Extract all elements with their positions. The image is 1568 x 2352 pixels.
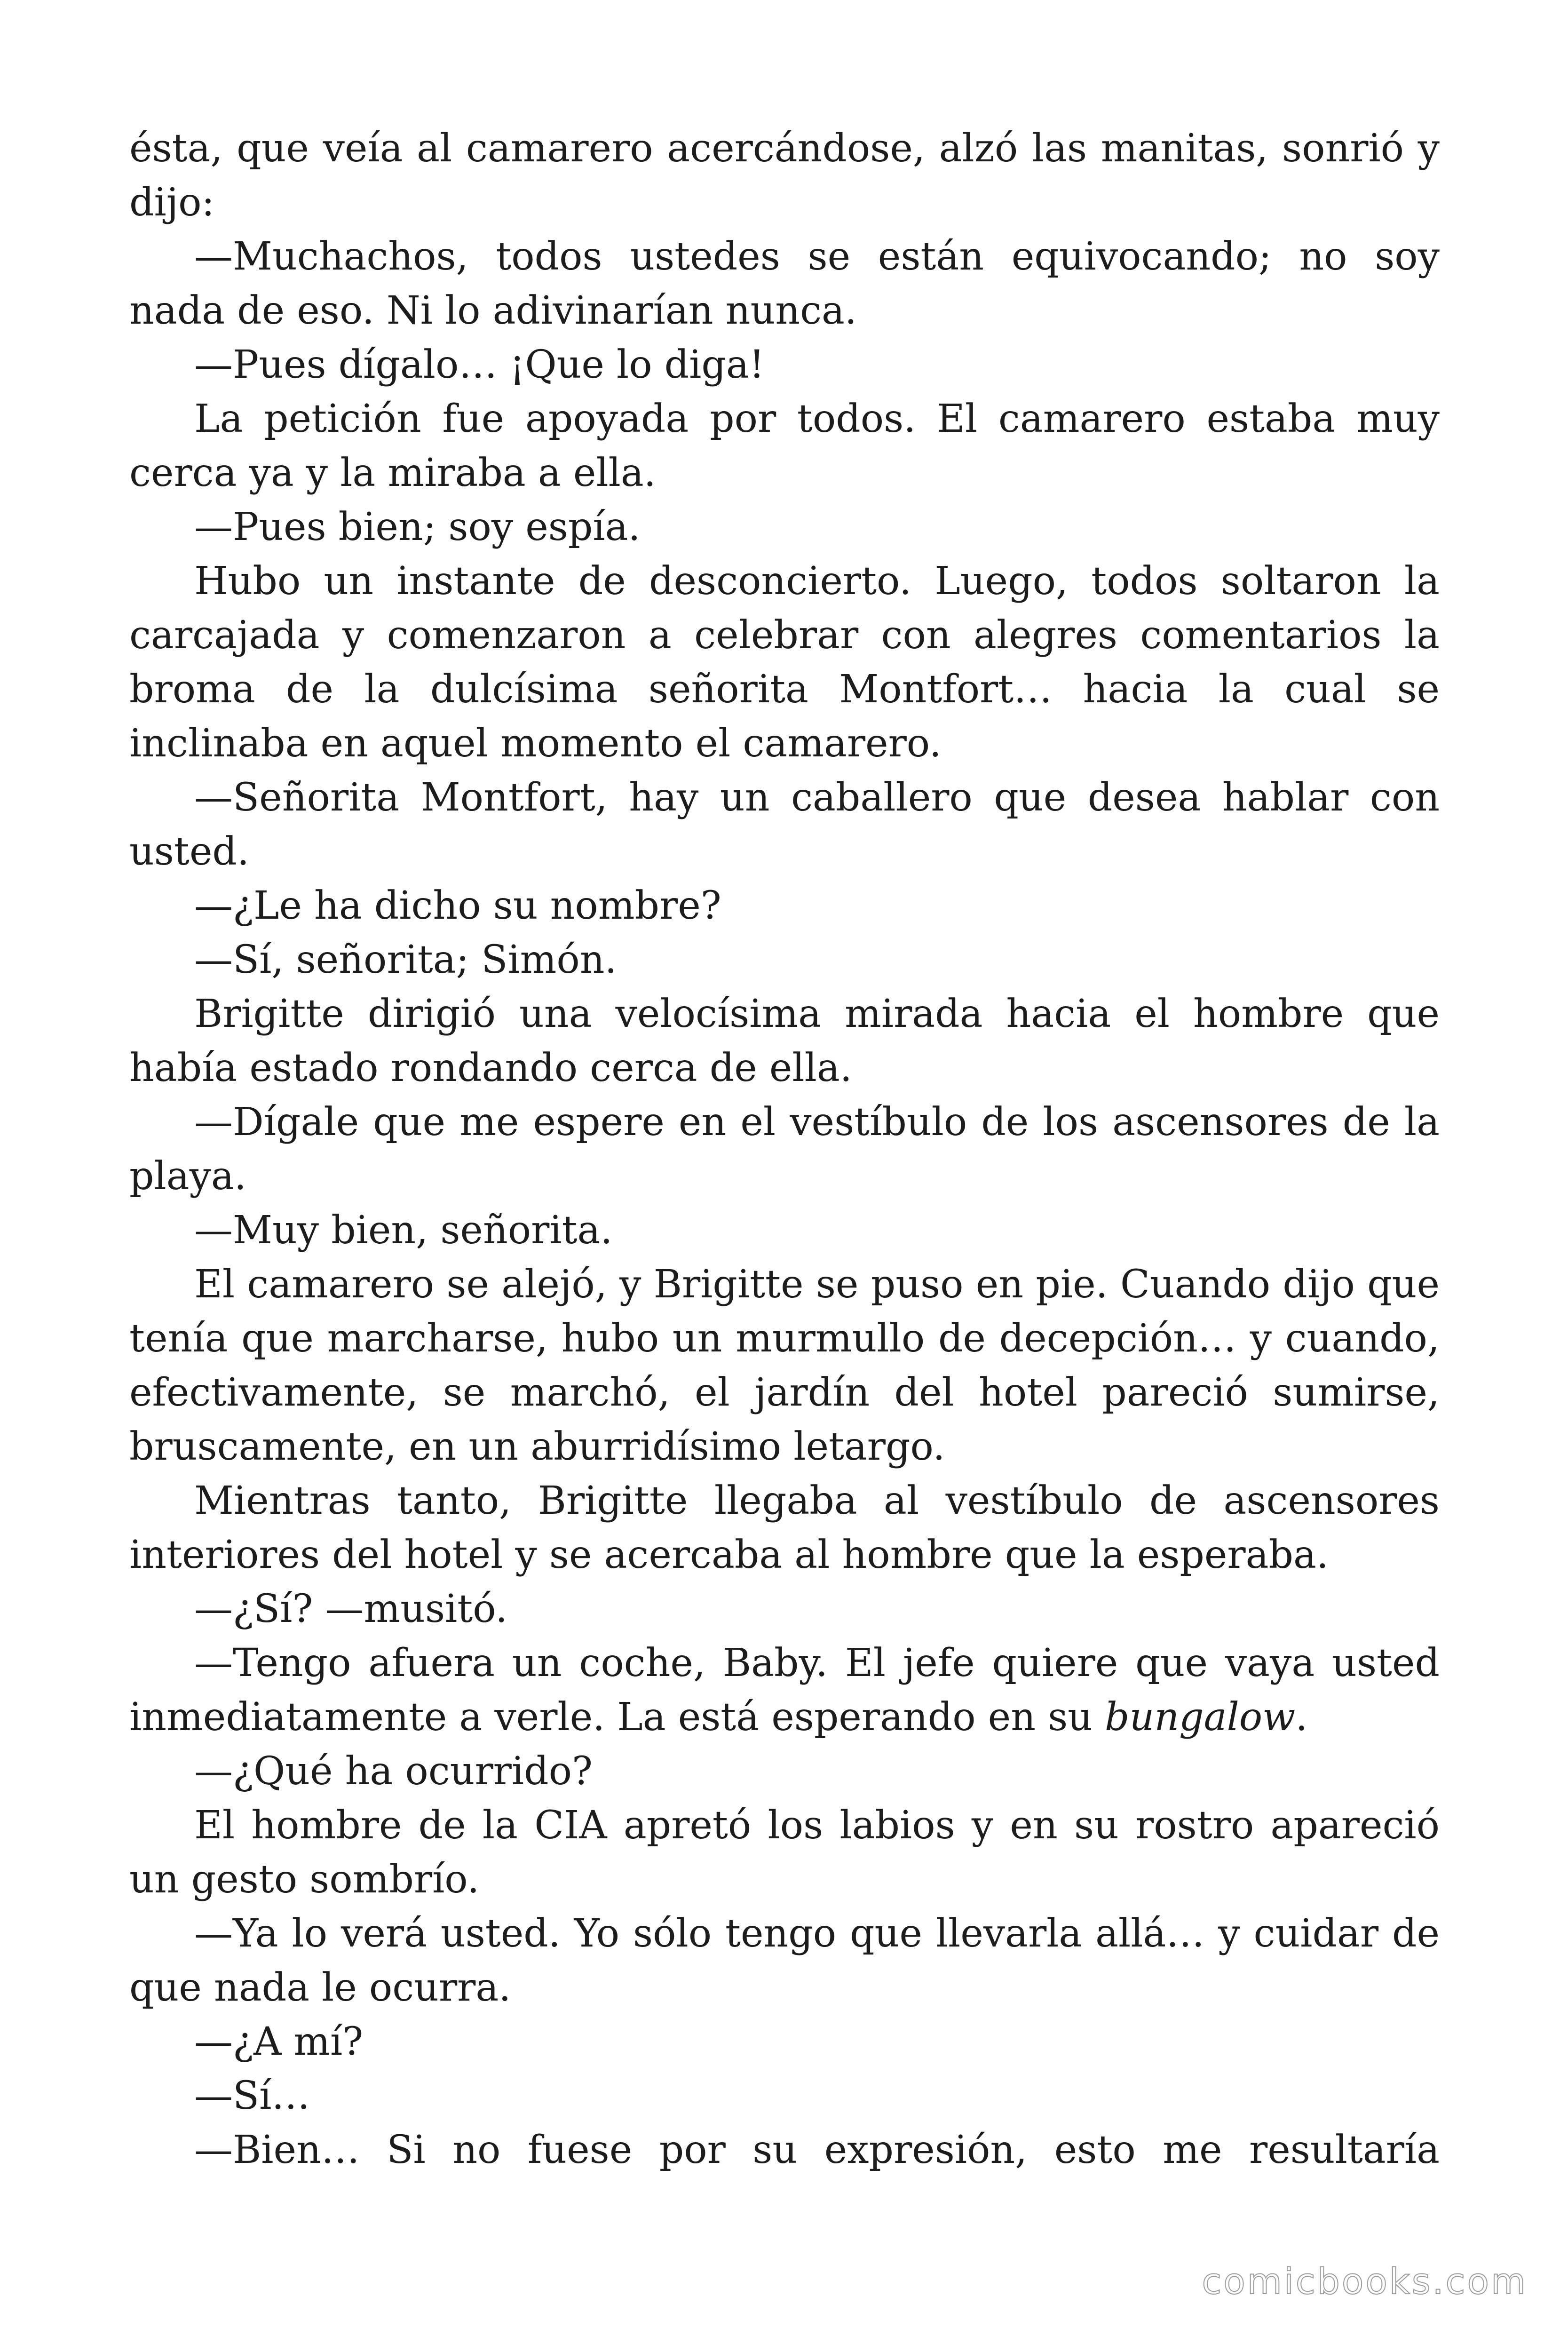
- paragraph: [129, 1636, 1440, 1744]
- paragraph: ésta, que veía al camarero acercándose, alzó las manitas, sonrió y dijo:: [129, 126, 1440, 225]
- watermark: comicbooks.com: [1202, 2260, 1528, 2302]
- paragraph: —Ya lo verá usted. Yo sólo tengo que llevarla allá… y cuidar de que nada le ocurra.: [129, 1911, 1440, 2010]
- paragraph: —Muchachos, todos ustedes se están equivocando; no soy nada de eso. Ni lo adivinarían nunca.: [129, 234, 1440, 333]
- paragraph: —Sí, señorita; Simón.: [194, 938, 617, 982]
- paragraph: —Bien… Si no fuese por su expresión, esto me resultaría: [194, 2128, 1440, 2172]
- paragraph: Mientras tanto, Brigitte llegaba al vestíbulo de ascensores interiores del hotel y se acercaba al hombre que la esperaba.: [129, 1478, 1440, 1577]
- paragraph-text: —Tengo afuera un coche, Baby. El jefe quiere que vaya usted inmediatamente a verle. La está esperando en su: [129, 1641, 1440, 1740]
- paragraph: —¿Qué ha ocurrido?: [194, 1749, 593, 1794]
- paragraph: —Pues dígalo… ¡Que lo diga!: [194, 342, 765, 387]
- paragraph: —Pues bien; soy espía.: [194, 505, 641, 549]
- paragraph: —¿Sí? —musitó.: [194, 1587, 508, 1631]
- paragraph-text-end: .: [1295, 1695, 1308, 1740]
- paragraph: —¿A mí?: [194, 2019, 364, 2064]
- paragraph: La petición fue apoyada por todos. El camarero estaba muy cerca ya y la miraba a ella.: [129, 397, 1440, 495]
- paragraph: —Muy bien, señorita.: [194, 1208, 613, 1253]
- paragraph: El hombre de la CIA apretó los labios y en su rostro apareció un gesto sombrío.: [129, 1803, 1440, 1902]
- paragraph: Hubo un instante de desconcierto. Luego, todos soltaron la carcajada y comenzaron a celebrar con alegres comentarios la broma de la dulcísima señorita Montfort… hacia la cual se inclinaba en aquel momento el camarero.: [129, 559, 1440, 766]
- paragraph: —Señorita Montfort, hay un caballero que desea hablar con usted.: [129, 775, 1440, 874]
- paragraph: El camarero se alejó, y Brigitte se puso en pie. Cuando dijo que tenía que marcharse, hubo un murmullo de decepción… y cuando, efectivamente, se marchó, el jardín del hotel pareció sumirse, bruscamente, en un aburridísimo letargo.: [129, 1262, 1440, 1469]
- italic-word: bungalow: [1105, 1695, 1296, 1740]
- paragraph: —Sí…: [194, 2074, 310, 2118]
- paragraph: Brigitte dirigió una velocísima mirada hacia el hombre que había estado rondando cerca de ella.: [129, 992, 1440, 1090]
- paragraph: —Dígale que me espere en el vestíbulo de los ascensores de la playa.: [129, 1100, 1440, 1199]
- page-body-text: [129, 121, 1440, 2177]
- paragraph: —¿Le ha dicho su nombre?: [194, 883, 721, 928]
